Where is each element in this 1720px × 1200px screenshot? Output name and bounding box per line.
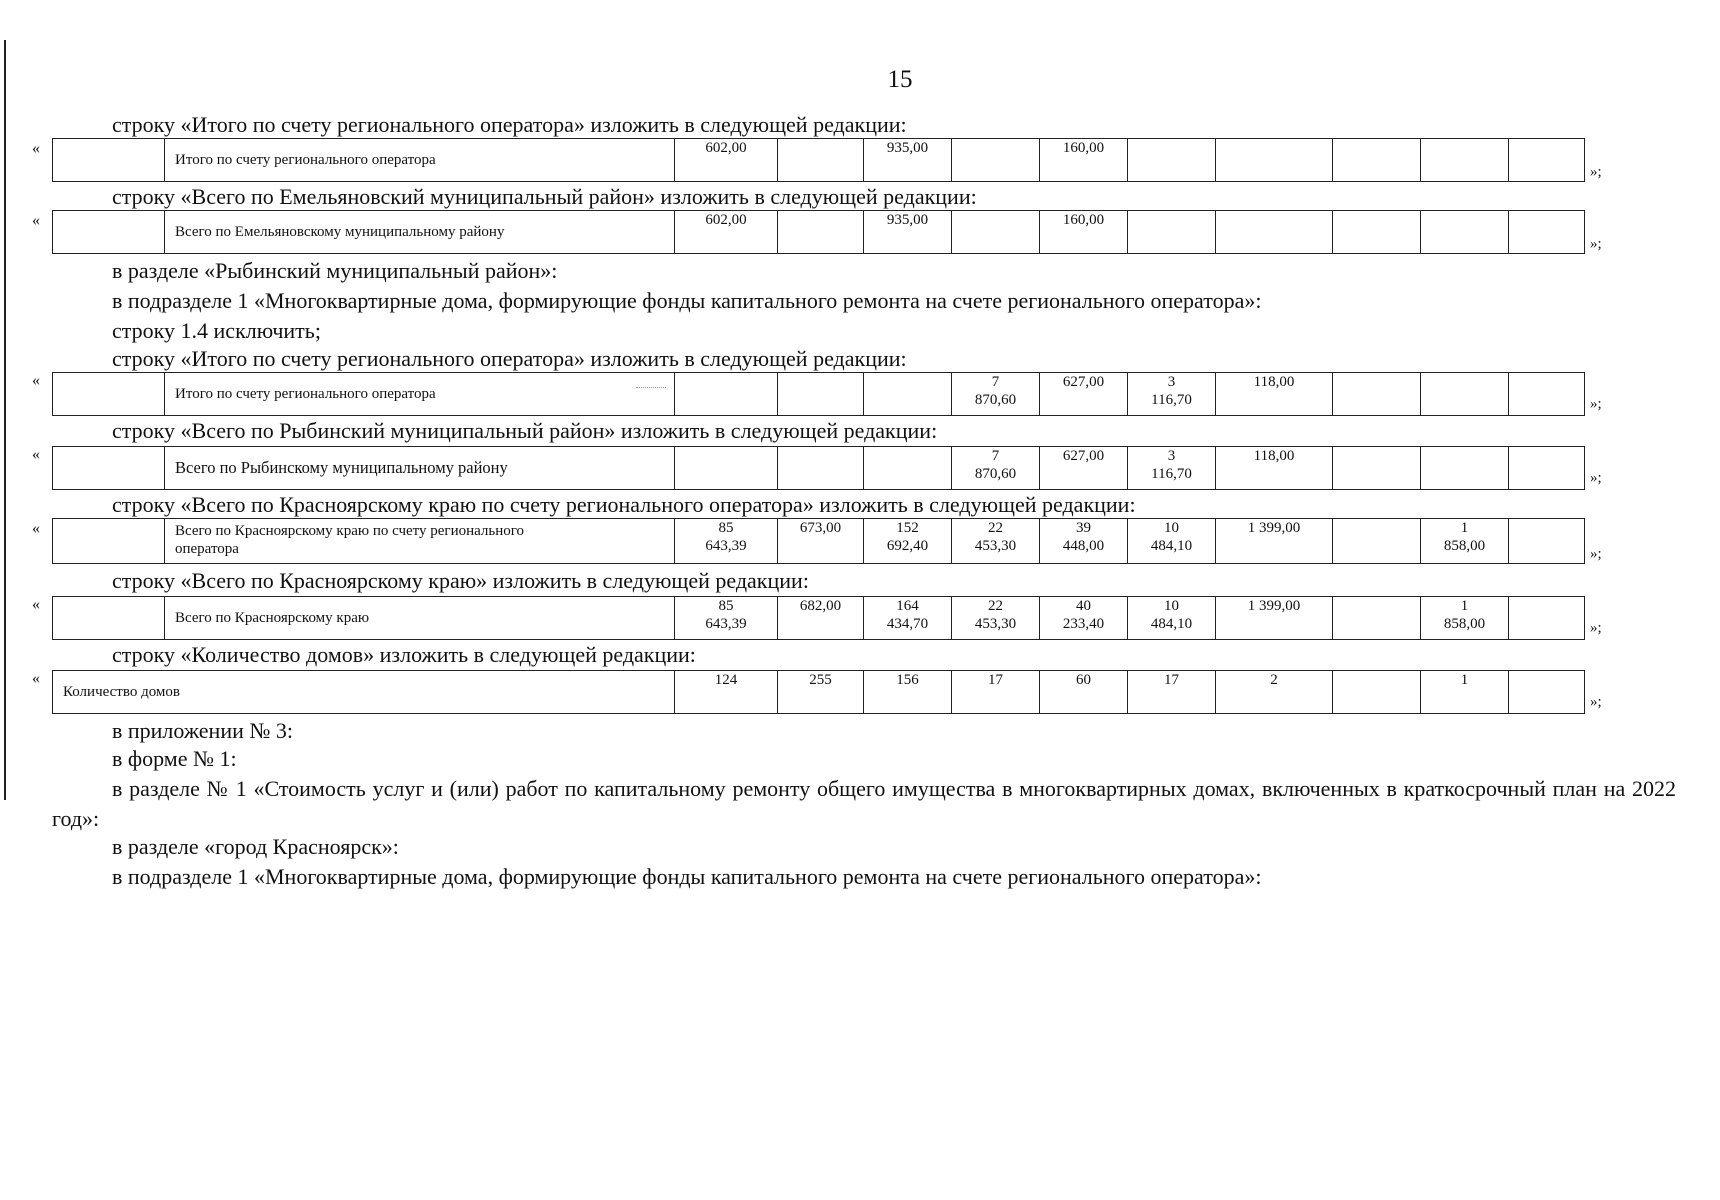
cell-value-bottom: 484,10 [1150,538,1193,554]
table-cell [1040,597,1128,639]
instruction-line: строку «Количество домов» изложить в следующей редакции: [112,642,696,667]
table-cell [864,373,952,415]
table-cell: 124 [675,671,778,713]
table-cell: 673,00 [778,519,864,563]
table-cell [1333,139,1421,181]
cell-value-top: 7 [991,374,1000,390]
instruction-line: в подразделе 1 «Многоквартирные дома, формирующие фонды капитального ремонта на счете регионального оператора»: [112,288,1262,313]
table-cell [778,447,864,489]
table-cell [53,519,165,563]
table-cell [778,139,864,181]
cell-value-bottom: 643,39 [705,616,747,632]
instruction-line: строку «Итого по счету регионального оператора» изложить в следующей редакции: [112,346,907,371]
table-cell [864,447,952,489]
table-cell [675,519,778,563]
cell-value-top: 39 [1076,520,1091,536]
table-cell [1333,447,1421,489]
table-cell: 60 [1040,671,1128,713]
cell-value-bottom: 116,70 [1151,392,1192,408]
table-cell [1509,597,1584,639]
row-label-line: Всего по Красноярскому краю по счету регионального [175,523,525,539]
table-cell [1333,671,1421,713]
cell-value-top: 85 [718,520,734,536]
cell-value-top: 85 [718,598,734,614]
cell-value-bottom: 453,30 [974,538,1017,554]
instruction-line: строку «Всего по Емельяновский муниципальный район» изложить в следующей редакции: [112,184,977,209]
table-cell [1509,519,1584,563]
cell-value-top: 3 [1167,374,1176,390]
margin-rule [4,40,6,800]
table-cell [53,211,165,253]
table-row [52,518,1585,564]
cell-value-bottom: 434,70 [886,616,929,632]
table-cell: 602,00 [675,139,778,181]
open-quote: « [32,212,40,229]
table-cell [952,447,1040,489]
instruction-line: в подразделе 1 «Многоквартирные дома, формирующие фонды капитального ремонта на счете регионального оператора»: [112,864,1262,889]
table-cell: 255 [778,671,864,713]
table-cell: 935,00 [864,139,952,181]
row-label [165,373,675,415]
instruction-line: строку «Всего по Красноярскому краю» изложить в следующей редакции: [112,568,809,593]
table-cell [1128,139,1216,181]
instruction-line: в разделе «Рыбинский муниципальный район»: [112,258,558,283]
table-cell: 602,00 [675,211,778,253]
cell-value-bottom: 448,00 [1062,538,1105,554]
table-cell: 118,00 [1216,447,1333,489]
table-row [52,670,1585,714]
open-quote: « [32,446,40,463]
table-cell [1421,447,1509,489]
close-quote: »; [1590,236,1602,252]
row-label-text: Итого по счету регионального оператора [175,386,436,402]
open-quote: « [32,372,40,389]
table-cell [952,211,1040,253]
open-quote: « [32,670,40,687]
instruction-line: строку 1.4 исключить; [112,318,321,343]
table-cell: 118,00 [1216,373,1333,415]
table-cell [675,373,778,415]
table-cell [1509,139,1584,181]
open-quote: « [32,596,40,613]
dotted-mark [636,387,666,388]
close-quote: »; [1590,546,1602,562]
cell-value-top: 10 [1164,520,1179,536]
table-cell [675,447,778,489]
table-cell [1421,597,1509,639]
table-row [52,210,1585,254]
cell-value-bottom: 116,70 [1151,466,1192,482]
table-cell: 1 [1421,671,1509,713]
cell-value-bottom: 858,00 [1443,616,1486,632]
table-cell: 156 [864,671,952,713]
table-cell [1216,139,1333,181]
row-label: Всего по Емельяновскому муниципальному району [165,211,675,253]
table-cell [1421,373,1509,415]
cell-value-top: 152 [896,520,919,536]
cell-value-top: 164 [896,598,919,614]
table-cell [53,373,165,415]
close-quote: »; [1590,694,1602,710]
cell-value-bottom: 233,40 [1062,616,1105,632]
table-cell [1040,519,1128,563]
table-cell: 682,00 [778,597,864,639]
table-cell: 1 399,00 [1216,597,1333,639]
table-cell [952,373,1040,415]
cell-value-bottom: 453,30 [974,616,1017,632]
cell-value-top: 40 [1076,598,1091,614]
table-row [52,596,1585,640]
table-cell: 2 [1216,671,1333,713]
table-cell [1421,519,1509,563]
table-cell [952,597,1040,639]
table-cell [1421,211,1509,253]
row-label-line: оператора [175,541,239,557]
table-cell [675,597,778,639]
close-quote: »; [1590,470,1602,486]
body-paragraph: в разделе № 1 «Стоимость услуг и (или) работ по капитальному ремонту общего имущества в многоквартирных домах, включенных в краткосрочный план на 2022 год»: [52,776,1676,831]
instruction-line: строку «Итого по счету регионального оператора» изложить в следующей редакции: [112,112,907,137]
table-cell [1216,211,1333,253]
row-label: Количество домов [53,671,675,713]
table-cell [1128,447,1216,489]
cell-value-top: 1 [1460,520,1469,536]
table-cell: 627,00 [1040,373,1128,415]
cell-value-bottom: 643,39 [705,538,747,554]
cell-value-bottom: 870,60 [974,392,1017,408]
table-cell: 17 [1128,671,1216,713]
instruction-line: в форме № 1: [112,746,237,771]
row-label: Итого по счету регионального оператора [165,139,675,181]
table-cell [53,597,165,639]
table-cell: 627,00 [1040,447,1128,489]
cell-value-top: 7 [991,448,1000,464]
table-cell [952,519,1040,563]
table-cell [1509,447,1584,489]
cell-value-bottom: 692,40 [886,538,929,554]
close-quote: »; [1590,396,1602,412]
cell-value-bottom: 858,00 [1443,538,1486,554]
table-cell [864,519,952,563]
table-cell [1333,211,1421,253]
table-cell [1128,519,1216,563]
open-quote: « [32,140,40,157]
table-cell [864,597,952,639]
table-cell [1333,597,1421,639]
close-quote: »; [1590,620,1602,636]
instruction-line: в разделе «город Красноярск»: [112,834,399,859]
table-cell: 17 [952,671,1040,713]
table-cell [1509,671,1584,713]
table-row [52,138,1585,182]
instruction-line: в приложении № 3: [112,718,293,743]
cell-value-top: 10 [1164,598,1179,614]
table-cell [1128,597,1216,639]
cell-value-bottom: 484,10 [1150,616,1193,632]
table-row [52,446,1585,490]
table-cell [778,373,864,415]
table-cell: 160,00 [1040,211,1128,253]
table-cell [1333,519,1421,563]
table-cell [1128,373,1216,415]
table-cell: 160,00 [1040,139,1128,181]
instruction-line: строку «Всего по Рыбинский муниципальный район» изложить в следующей редакции: [112,418,938,443]
cell-value-top: 3 [1167,448,1176,464]
table-cell [53,447,165,489]
row-label: Всего по Красноярскому краю [165,597,675,639]
table-cell [1128,211,1216,253]
close-quote: »; [1590,164,1602,180]
table-cell [952,139,1040,181]
table-cell [1333,373,1421,415]
cell-value-top: 1 [1460,598,1469,614]
table-row [52,372,1585,416]
row-label [165,519,675,563]
table-cell [1421,139,1509,181]
instruction-line: строку «Всего по Красноярскому краю по счету регионального оператора» изложить в следующей редакции: [112,492,1136,517]
page-number: 15 [887,66,913,93]
table-cell [778,211,864,253]
row-label: Всего по Рыбинскому муниципальному району [165,447,675,489]
cell-value-top: 22 [988,598,1003,614]
open-quote: « [32,520,40,537]
cell-value-bottom: 870,60 [974,466,1017,482]
cell-value-top: 22 [988,520,1003,536]
table-cell [1509,373,1584,415]
table-cell: 935,00 [864,211,952,253]
table-cell: 1 399,00 [1216,519,1333,563]
table-cell [53,139,165,181]
table-cell [1509,211,1584,253]
